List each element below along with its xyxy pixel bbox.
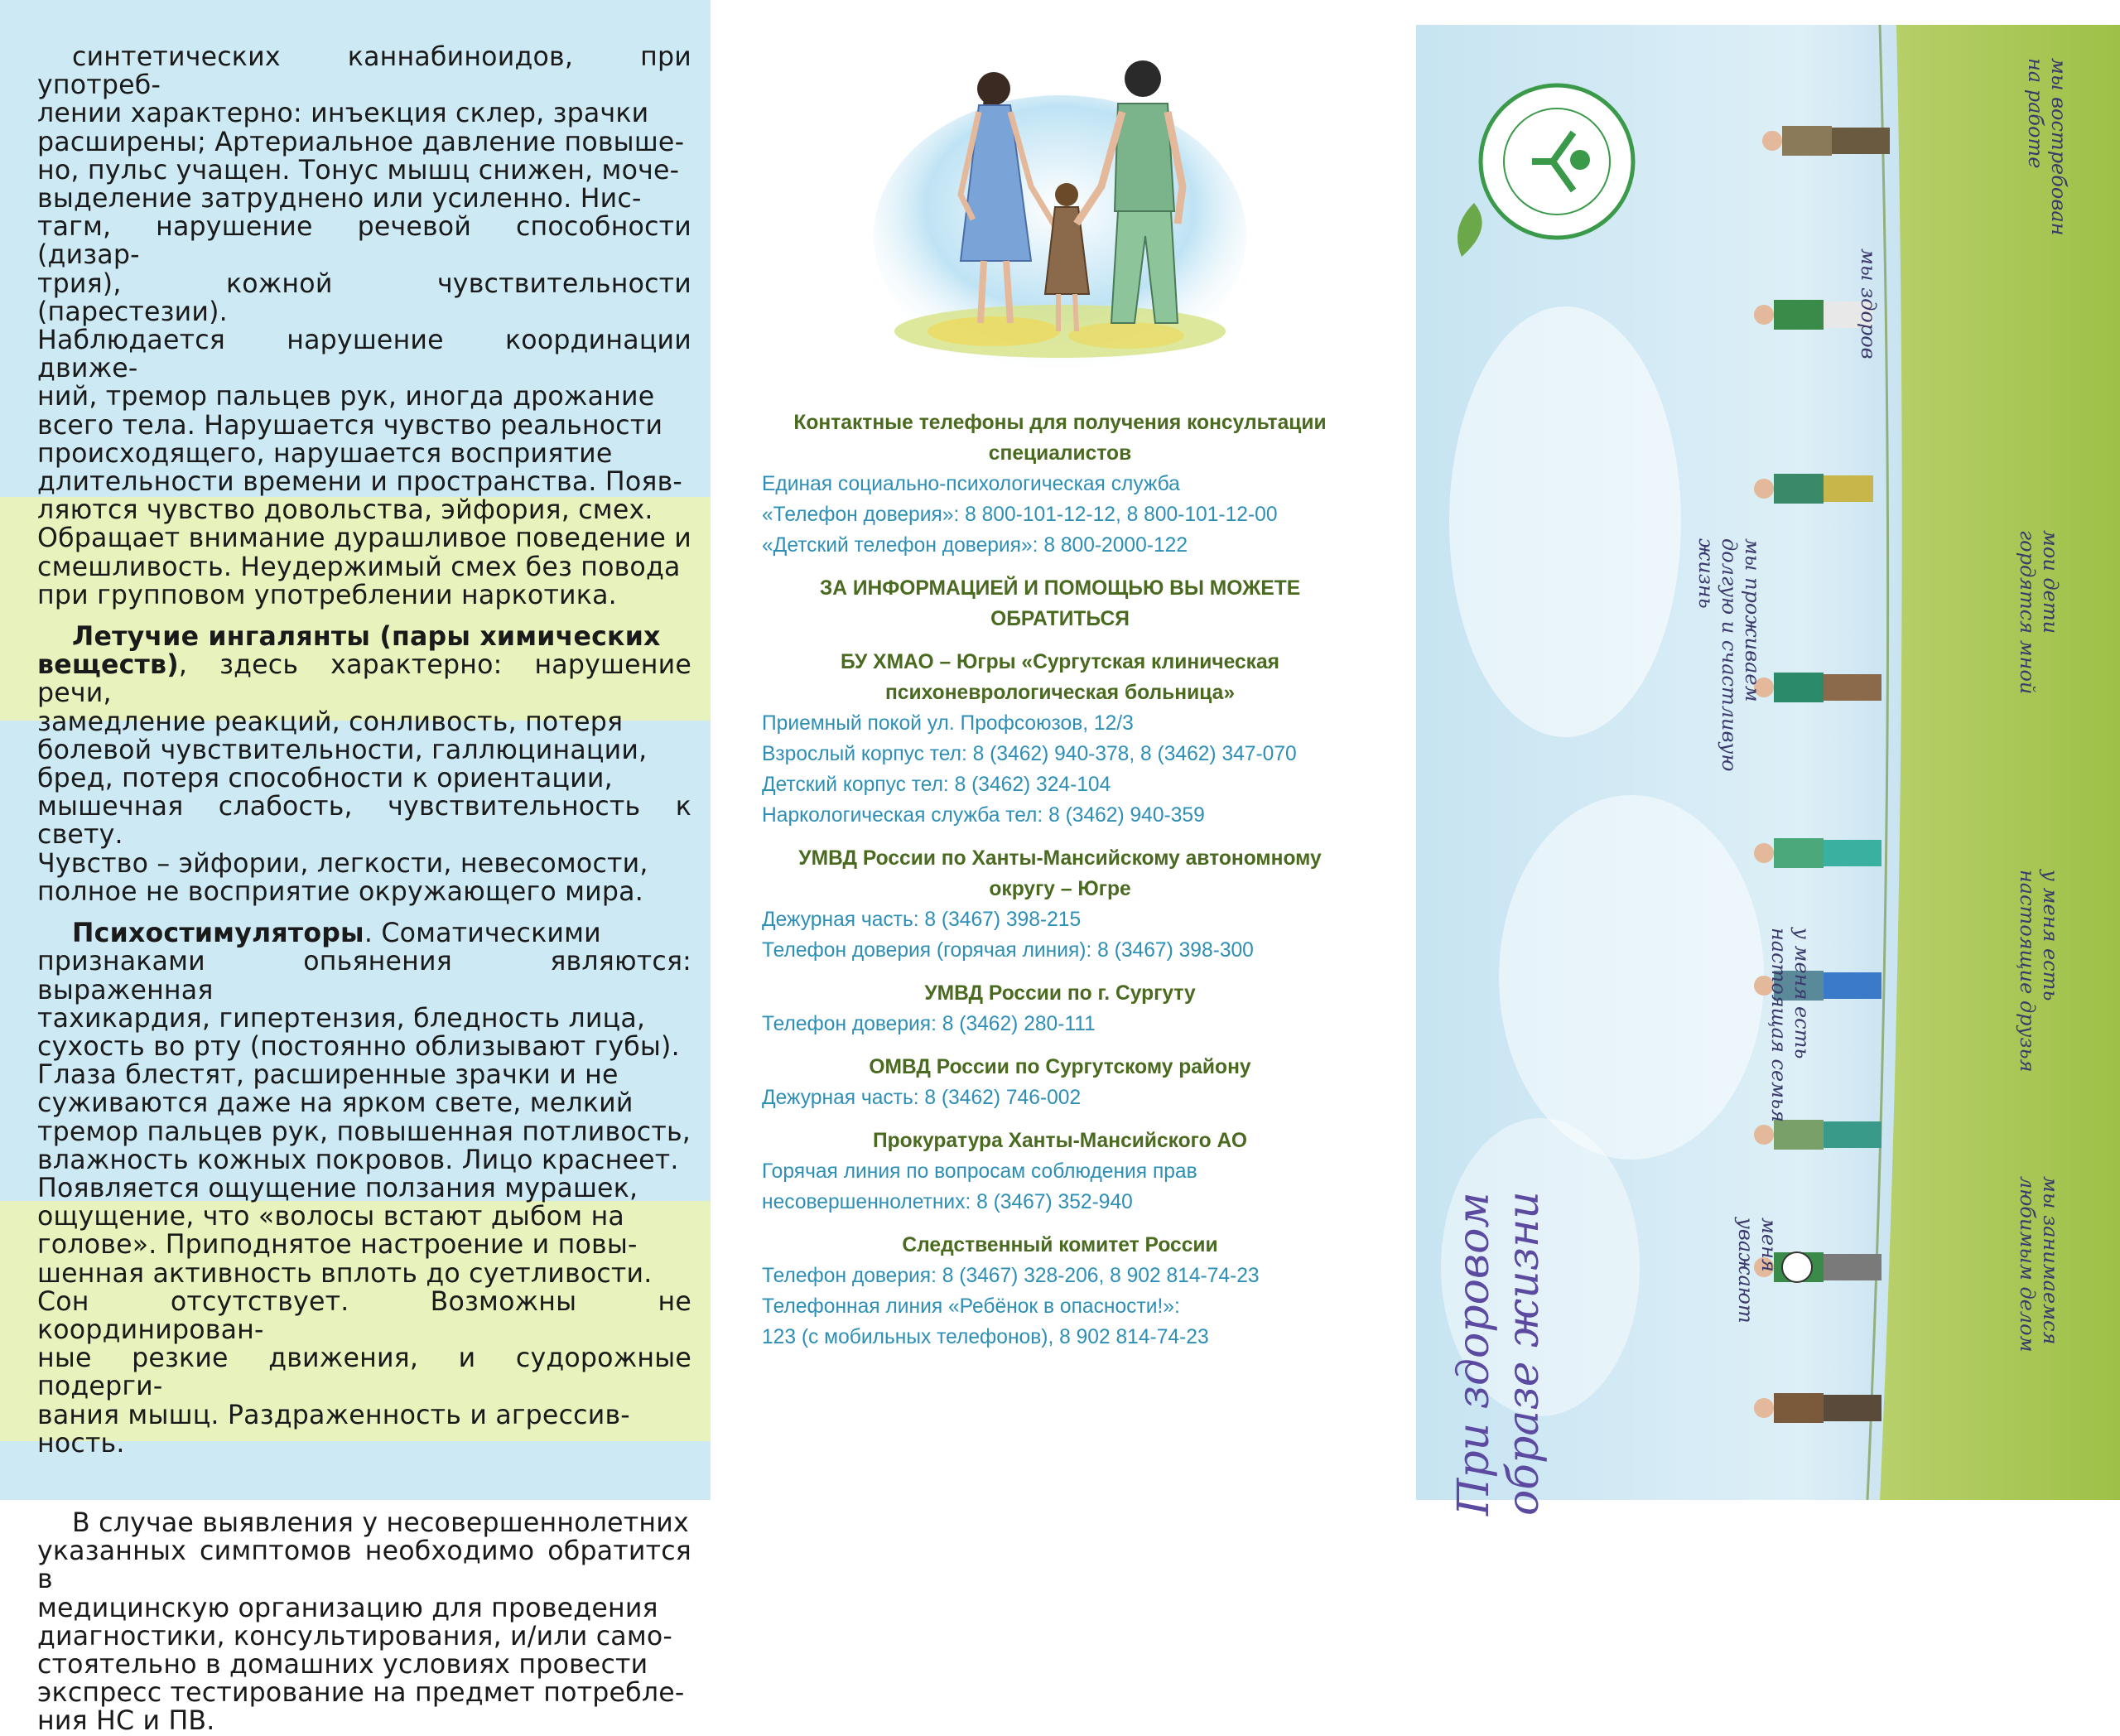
contact-line: «Телефон доверия»: 8 800-101-12-12, 8 800-101-12-00 (762, 504, 1278, 526)
text-line: Сон отсутствует. Возможны не координирован- (37, 1286, 691, 1345)
text-line: ний, тремор пальцев рук, иногда дрожание (37, 382, 655, 412)
cover-phrase-line: на работе (2024, 58, 2047, 169)
text-line: медицинскую организацию для проведения (37, 1593, 658, 1623)
psychostimulants-text: . Соматическими (364, 919, 601, 949)
text-line: болевой чувствительности, галлюцинации, (37, 735, 648, 765)
contact-line: Единая социально-психологическая служба (762, 473, 1180, 495)
psychostimulants-section (37, 948, 691, 1458)
cover-phrase-line: мы востребован (2047, 58, 2070, 236)
text-line: В случае выявления у несовершеннолетних (72, 1507, 689, 1538)
inhalants-section (37, 708, 691, 906)
text-line: но, пульс учащен. Тонус мышц снижен, моче- (37, 155, 680, 186)
text-line: замедление реакций, сонливость, потеря (37, 706, 624, 737)
spacer (762, 1039, 1358, 1052)
text-line: Глаза блестят, расширенные зрачки и не (37, 1060, 619, 1091)
text-line: суживаются даже на ярком свете, мелкий (37, 1088, 634, 1119)
contact-line: Дежурная часть: 8 (3467) 398-215 (762, 909, 1082, 931)
family-illustration (870, 46, 1250, 377)
contact-line: 123 (с мобильных телефонов), 8 902 814-74-23 (762, 1326, 1209, 1348)
text-line: стоятельно в домашних условиях провести (37, 1649, 648, 1680)
cover-title (1449, 1168, 1598, 1516)
middle-panel (720, 0, 1416, 1500)
text-line: расширены; Артериальное давление повыше- (37, 127, 685, 157)
cannabinoids-section (37, 43, 691, 610)
contact-heading: Следственный комитет России (902, 1234, 1218, 1256)
text-line: синтетических каннабиноидов, при употреб- (37, 42, 691, 101)
inhalants-heading-line (37, 651, 691, 707)
text-line: происходящего, нарушается восприятие (37, 438, 613, 469)
contact-heading: округу – Югре (989, 878, 1131, 900)
text-line: влажность кожных покровов. Лицо краснеет. (37, 1145, 679, 1175)
cover-phrase-line: у меня есть (1790, 928, 1814, 1059)
text-line: Появляется ощущение ползания мурашек, (37, 1173, 638, 1203)
text-line: полное не восприятие окружающего мира. (37, 876, 643, 907)
spacer (762, 831, 1358, 843)
cover-phrase (2016, 530, 2062, 694)
text-line: Обращает внимание дурашливое поведение и (37, 523, 691, 554)
text-line: вания мышц. Раздраженность и агрессив- (37, 1400, 630, 1430)
cover-phrase-line: мы занимаемся (2039, 1176, 2062, 1345)
cover-phrase-line: меня (1757, 1218, 1780, 1272)
cover-phrase-line: гордятся мной (2016, 530, 2039, 695)
left-text-column (37, 43, 691, 1736)
text-line: Наблюдается нарушение координации движе- (37, 326, 691, 384)
text-line: длительности времени и пространства. Появ- (37, 467, 682, 498)
spacer (762, 1218, 1358, 1230)
contact-heading: УМВД России по г. Сургуту (924, 982, 1196, 1005)
text-line: сухость во рту (постоянно облизывают губы). (37, 1031, 680, 1062)
contact-line: «Детский телефон доверия»: 8 800-2000-122 (762, 534, 1188, 557)
text-line: лении характерно: инъекция склер, зрачки (37, 99, 649, 129)
text-line: выделение затруднено или усиленно. Нис- (37, 184, 642, 215)
inhalants-title: веществ) (37, 650, 179, 681)
cover-phrase-line: жизнь (1694, 538, 1718, 609)
inhalants-heading-line (37, 623, 691, 651)
cover-panel (1416, 25, 2120, 1516)
contact-line: Наркологическая служба тел: 8 (3462) 940-359 (762, 804, 1205, 827)
text-line: тагм, нарушение речевой способности (дизар- (37, 212, 691, 271)
psycho-heading-line (37, 919, 691, 948)
cover-phrase (2016, 870, 2062, 1073)
inhalants-title: Летучие ингалянты (пары химических (72, 622, 661, 653)
text-line: шенная активность вплоть до суетливости. (37, 1258, 653, 1289)
text-line: диагностики, консультирования, и/или само- (37, 1621, 673, 1652)
contact-line: Горячая линия по вопросам соблюдения прав (762, 1160, 1197, 1183)
text-line: смешливость. Неудержимый смех без повода (37, 552, 681, 582)
contact-line: Детский корпус тел: 8 (3462) 324-104 (762, 774, 1111, 796)
left-panel (0, 0, 720, 1736)
text-line: Чувство – эйфории, легкости, невесомости, (37, 848, 648, 879)
cover-phrase (1734, 1218, 1780, 1324)
contact-heading: БУ ХМАО – Югры «Сургутская клиническая (840, 651, 1280, 673)
contact-heading: ЗА ИНФОРМАЦИЕЙ И ПОМОЩЬЮ ВЫ МОЖЕТЕ (819, 577, 1301, 600)
cover-phrase-line: мои дети (2039, 530, 2062, 634)
advice-section (37, 1509, 691, 1736)
text-line: тахикардия, гипертензия, бледность лица, (37, 1003, 646, 1034)
cover-title-line1: При здоровом (1449, 1192, 1499, 1516)
text-line: ность. (37, 1428, 125, 1459)
contacts-list (762, 407, 1358, 1353)
contact-line: Телефон доверия (горячая линия): 8 (3467) 398-300 (762, 939, 1254, 962)
contact-line: Взрослый корпус тел: 8 (3462) 940-378, 8 (3462) 347-070 (762, 743, 1297, 765)
cover-phrase (1767, 928, 1814, 1122)
contact-heading: специалистов (988, 442, 1132, 465)
contact-line: Приемный покой ул. Профсоюзов, 12/3 (762, 712, 1134, 735)
text-line: ляются чувство довольства, эйфория, смех. (37, 495, 653, 526)
cover-phrase (2024, 58, 2070, 235)
spacer (762, 966, 1358, 978)
inhalants-text: , здесь характерно: нарушение речи, (37, 650, 691, 709)
contact-heading: УМВД России по Ханты-Мансийскому автономному (798, 847, 1322, 870)
text-line: ощущение, что «волосы встают дыбом на (37, 1202, 624, 1232)
text-line: бред, потеря способности к ориентации, (37, 764, 613, 794)
contact-line: Телефон доверия: 8 (3467) 328-206, 8 902 814-74-23 (762, 1265, 1260, 1287)
cover-phrase-line: у меня есть (2039, 870, 2062, 1001)
cover-phrase-line: настоящие друзья (2016, 870, 2039, 1073)
cover-phrase-line: долгую и счастливую (1718, 538, 1741, 772)
cover-phrase (1694, 538, 1764, 771)
text-line: признаками опьянения являются: выраженная (37, 947, 691, 1005)
cover-title-line2: образе жизни (1499, 1191, 1549, 1516)
text-line: указанных симптомов необходимо обратится в (37, 1536, 691, 1595)
contact-heading: Контактные телефоны для получения консультации (793, 412, 1327, 434)
text-line: голове». Приподнятое настроение и повы- (37, 1230, 638, 1261)
cover-phrase-line: уважают (1734, 1218, 1757, 1324)
text-line: ные резкие движения, и судорожные подерги- (37, 1343, 691, 1402)
spacer (762, 634, 1358, 647)
contact-line: Телефон доверия: 8 (3462) 280-111 (762, 1013, 1096, 1035)
cover-phrase-line: настоящая семья (1767, 928, 1790, 1123)
cover-phrase (1857, 248, 1880, 359)
contact-heading: Прокуратура Ханты-Мансийского АО (872, 1130, 1248, 1152)
cover-phrase-line: мы проживаем (1741, 538, 1764, 702)
contact-line: Дежурная часть: 8 (3462) 746-002 (762, 1087, 1082, 1109)
text-line: ния НС и ПВ. (37, 1706, 215, 1736)
text-line: всего тела. Нарушается чувство реальности (37, 410, 663, 441)
text-line: экспресс тестирование на предмет потребле- (37, 1678, 685, 1709)
text-line: мышечная слабость, чувствительность к свету. (37, 792, 691, 851)
cover-phrase (2016, 1176, 2062, 1353)
psychostimulants-title: Психостимуляторы (72, 919, 364, 949)
cover-phrase-line: любимым делом (2016, 1176, 2039, 1353)
cover-phrase-line: мы здоров (1857, 248, 1880, 359)
spacer (762, 561, 1358, 573)
contact-line: несовершеннолетних: 8 (3467) 352-940 (762, 1191, 1133, 1213)
contact-heading: ОМВД России по Сургутскому району (869, 1056, 1251, 1078)
contact-heading: психоневрологическая больница» (884, 682, 1236, 704)
text-line: трия), кожной чувствительности (парестезии). (37, 268, 691, 327)
text-line: тремор пальцев рук, повышенная потливость, (37, 1116, 691, 1147)
spacer (762, 1113, 1358, 1126)
contact-line: Телефонная линия «Ребёнок в опасности!»: (762, 1295, 1180, 1318)
contact-heading: ОБРАТИТЬСЯ (990, 608, 1130, 630)
text-line: при групповом употреблении наркотика. (37, 580, 617, 610)
